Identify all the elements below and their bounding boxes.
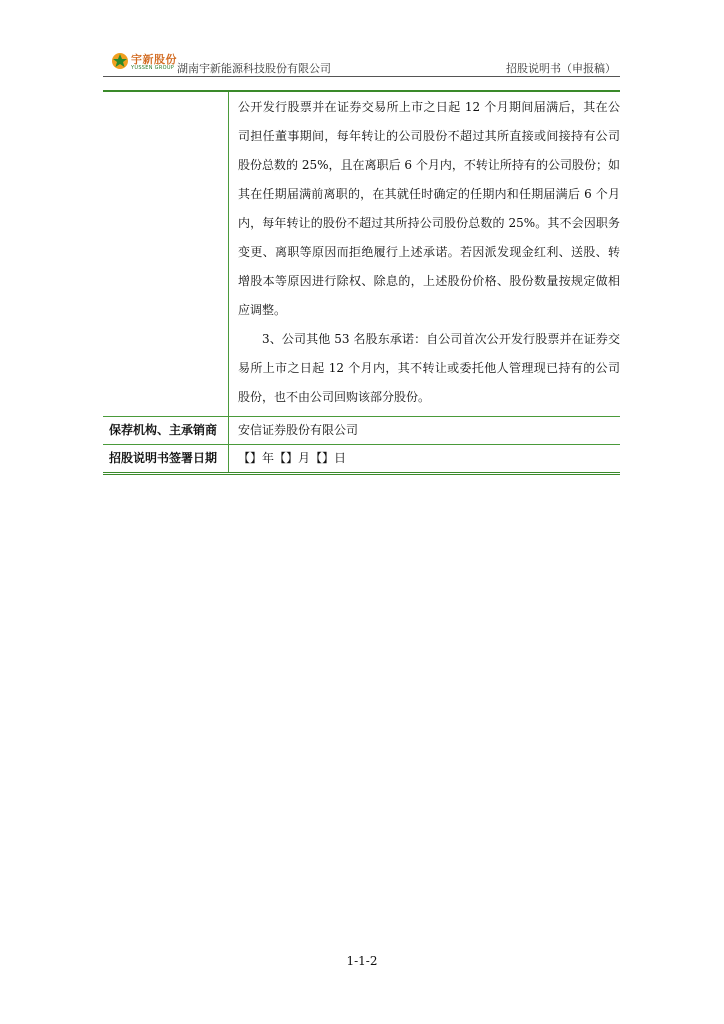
sponsor-label: 保荐机构、主承销商 bbox=[103, 417, 229, 444]
logo-subtext: YUSSEN GROUP bbox=[131, 65, 175, 71]
document-kind: 招股说明书（申报稿） bbox=[506, 62, 616, 75]
table-row-sponsor bbox=[103, 417, 620, 445]
company-logo bbox=[111, 50, 181, 76]
row-label-empty bbox=[103, 92, 229, 416]
commitment-text bbox=[229, 92, 620, 416]
commitment-paragraph: 3、公司其他 53 名股东承诺：自公司首次公开发行股票并在证券交易所上市之日起 12 个月内，其不转让或委托他人管理现已持有的公司股份，也不由公司回购该部分股份。 bbox=[238, 332, 620, 404]
commitment-paragraph: 公开发行股票并在证券交易所上市之日起 12 个月期间届满后，其在公司担任董事期间，每年转让的公司股份不超过其所直接或间接持有公司股份总数的 25%，且在离职后 6 个月内，不转让所持有的公司股份；如其在任期届满前离职的，在其就任时确定的任期内和任期届满后 6 个月内，每年转让的股份不超过其所持公司股份总数的 25%。其不会因职务变更、离职等原因而拒绝履行上述承诺。若因派发现金红利、送股、转增股本等原因进行除权、除息的，上述股份价格、股份数量按规定做相应调整。 bbox=[238, 100, 620, 317]
sign-date-value: 【】年【】月【】日 bbox=[238, 451, 347, 465]
company-name: 湖南宇新能源科技股份有限公司 bbox=[177, 62, 331, 75]
info-table bbox=[103, 90, 620, 477]
logo-text: 宇新股份 bbox=[131, 53, 177, 66]
table-row-sign-date bbox=[103, 445, 620, 472]
header-divider bbox=[103, 76, 620, 77]
page-number: 1-1-2 bbox=[346, 954, 378, 968]
logo-star-icon bbox=[111, 52, 129, 70]
sign-date-label: 招股说明书签署日期 bbox=[103, 445, 229, 472]
table-bottom-rule bbox=[103, 472, 620, 477]
table-row-commitments bbox=[103, 92, 620, 417]
sponsor-value: 安信证券股份有限公司 bbox=[238, 423, 359, 437]
